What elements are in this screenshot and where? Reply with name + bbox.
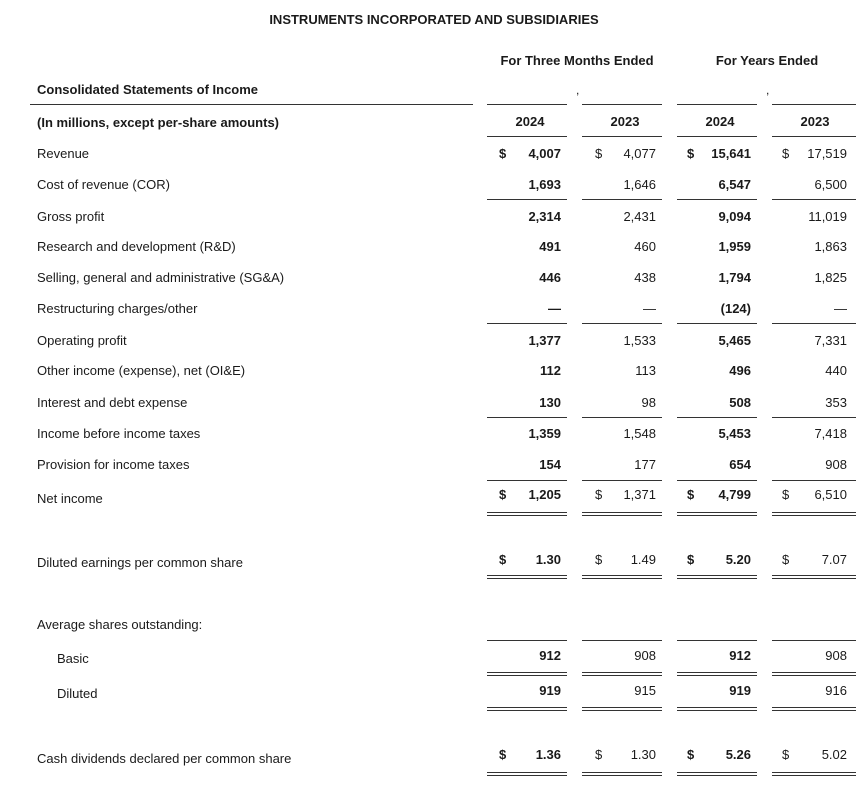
cell-gross-profit-2: 9,094: [718, 209, 751, 224]
cell-interest-3: 353: [825, 395, 847, 410]
subtotal-rule: [677, 199, 757, 200]
cell-basic-3: 908: [825, 648, 847, 663]
row-label-operating-profit: Operating profit: [37, 333, 127, 348]
cell-gross-profit-3: 11,019: [808, 209, 847, 224]
cell-oie-0: 112: [540, 363, 561, 378]
row-label-rd: Research and development (R&D): [37, 239, 236, 254]
year-rule: [677, 136, 757, 137]
total-double-rule: [677, 512, 757, 516]
cell-restructuring-0: —: [548, 301, 561, 316]
currency-symbol: $: [782, 552, 790, 567]
year-header: 2023: [800, 114, 830, 129]
cell-rd-1: 460: [634, 239, 656, 254]
cell-interest-2: 508: [729, 395, 751, 410]
total-double-rule: [582, 707, 662, 711]
subtotal-rule: [772, 480, 856, 481]
currency-symbol: $: [595, 552, 603, 567]
year-rule: [487, 136, 567, 137]
header-rule: [772, 104, 856, 105]
total-double-rule: [487, 707, 567, 711]
cell-revenue-3: 17,519: [807, 146, 847, 161]
cell-oie-3: 440: [825, 363, 847, 378]
total-double-rule: [677, 707, 757, 711]
currency-symbol: $: [595, 487, 603, 502]
subtotal-rule: [582, 417, 662, 418]
total-double-rule: [772, 772, 856, 776]
currency-symbol: $: [499, 487, 507, 502]
cell-oie-1: 113: [635, 363, 656, 378]
total-double-rule: [582, 772, 662, 776]
currency-symbol: $: [782, 747, 790, 762]
cell-diluted-1: 915: [634, 683, 656, 698]
cell-operating-profit-0: 1,377: [528, 333, 561, 348]
row-label-cor: Cost of revenue (COR): [37, 177, 170, 192]
cell-income-before-tax-3: 7,418: [814, 426, 847, 441]
cell-diluted-eps-3: 7.07: [821, 552, 847, 567]
cell-diluted-eps-0: 1.30: [535, 552, 561, 567]
year-rule: [772, 136, 856, 137]
total-double-rule: [677, 672, 757, 676]
total-double-rule: [487, 575, 567, 579]
total-double-rule: [582, 672, 662, 676]
subtotal-rule: [487, 640, 567, 641]
cell-oie-2: 496: [729, 363, 751, 378]
row-label-interest: Interest and debt expense: [37, 395, 188, 410]
units-label: (In millions, except per-share amounts): [37, 115, 279, 130]
three-months-header: For Three Months Ended: [500, 53, 654, 68]
row-label-diluted: Diluted: [57, 686, 98, 701]
row-label-basic: Basic: [57, 651, 89, 666]
total-double-rule: [582, 575, 662, 579]
cell-tax-2: 654: [729, 457, 751, 472]
cell-cor-0: 1,693: [528, 177, 561, 192]
subtotal-rule: [582, 480, 662, 481]
row-label-gross-profit: Gross profit: [37, 209, 105, 224]
row-label-net-income: Net income: [37, 491, 103, 506]
subtotal-rule: [772, 199, 856, 200]
cell-revenue-0: 4,007: [528, 146, 561, 161]
cell-tax-0: 154: [539, 457, 561, 472]
row-label-sga: Selling, general and administrative (SG&A): [37, 270, 285, 285]
cell-sga-0: 446: [539, 270, 561, 285]
subtotal-rule: [677, 417, 757, 418]
total-double-rule: [677, 575, 757, 579]
subtotal-rule: [487, 480, 567, 481]
cell-gross-profit-0: 2,314: [528, 209, 561, 224]
total-double-rule: [772, 512, 856, 516]
subtotal-rule: [582, 323, 662, 324]
statement-title: Consolidated Statements of Income: [37, 82, 259, 97]
cell-tax-1: 177: [634, 457, 656, 472]
cell-restructuring-3: —: [834, 301, 847, 316]
cell-sga-2: 1,794: [718, 270, 751, 285]
year-header: 2024: [515, 114, 545, 129]
row-label-income-before-tax: Income before income taxes: [37, 426, 201, 441]
currency-symbol: $: [499, 552, 507, 567]
cell-dividends-2: 5.26: [725, 747, 751, 762]
cell-net-income-1: 1,371: [623, 487, 656, 502]
subtotal-rule: [487, 323, 567, 324]
cell-income-before-tax-2: 5,453: [718, 426, 751, 441]
subtotal-rule: [582, 640, 662, 641]
cell-interest-1: 98: [641, 395, 656, 410]
subtotal-rule: [487, 417, 567, 418]
cell-gross-profit-1: 2,431: [623, 209, 656, 224]
cell-operating-profit-2: 5,465: [718, 333, 751, 348]
header-rule: [582, 104, 662, 105]
header-rule: [677, 104, 757, 105]
cell-rd-2: 1,959: [718, 239, 751, 254]
currency-symbol: $: [687, 487, 695, 502]
cell-restructuring-2: (124): [720, 301, 751, 316]
cell-diluted-eps-1: 1.49: [630, 552, 656, 567]
cell-sga-3: 1,825: [814, 270, 847, 285]
cell-net-income-3: 6,510: [814, 487, 847, 502]
row-label-diluted-eps: Diluted earnings per common share: [37, 555, 243, 570]
cell-diluted-3: 916: [825, 683, 847, 698]
cell-restructuring-1: —: [643, 301, 656, 316]
total-double-rule: [772, 575, 856, 579]
cell-cor-3: 6,500: [814, 177, 847, 192]
cell-dividends-3: 5.02: [821, 747, 847, 762]
row-label-oie: Other income (expense), net (OI&E): [37, 363, 246, 378]
year-header: 2023: [610, 114, 640, 129]
total-double-rule: [487, 672, 567, 676]
total-double-rule: [582, 512, 662, 516]
cell-revenue-1: 4,077: [623, 146, 656, 161]
cell-dividends-0: 1.36: [535, 747, 561, 762]
cell-interest-0: 130: [539, 395, 561, 410]
year-rule: [582, 136, 662, 137]
subtotal-rule: [582, 199, 662, 200]
total-double-rule: [772, 672, 856, 676]
cell-rd-3: 1,863: [814, 239, 847, 254]
currency-symbol: $: [499, 747, 507, 762]
cell-dividends-1: 1.30: [630, 747, 656, 762]
row-label-revenue: Revenue: [37, 146, 90, 161]
cell-rd-0: 491: [539, 239, 561, 254]
cell-income-before-tax-1: 1,548: [623, 426, 656, 441]
cell-tax-3: 908: [825, 457, 847, 472]
cell-operating-profit-3: 7,331: [814, 333, 847, 348]
total-double-rule: [677, 772, 757, 776]
currency-symbol: $: [782, 146, 790, 161]
cell-income-before-tax-0: 1,359: [528, 426, 561, 441]
cell-cor-2: 6,547: [718, 177, 751, 192]
subtotal-rule: [772, 640, 856, 641]
cell-revenue-2: 15,641: [711, 146, 751, 161]
row-label-dividends: Cash dividends declared per common share: [37, 751, 292, 766]
row-label-tax: Provision for income taxes: [37, 457, 190, 472]
header-rule: [30, 104, 473, 105]
currency-symbol: $: [687, 146, 695, 161]
row-label-avg-shares: Average shares outstanding:: [37, 617, 203, 632]
cell-diluted-eps-2: 5.20: [725, 552, 751, 567]
subtotal-rule: [677, 323, 757, 324]
header-comma-left: ,: [576, 83, 580, 97]
row-label-restructuring: Restructuring charges/other: [37, 301, 198, 316]
cell-net-income-2: 4,799: [718, 487, 751, 502]
subtotal-rule: [487, 199, 567, 200]
cell-basic-1: 908: [634, 648, 656, 663]
total-double-rule: [772, 707, 856, 711]
cell-basic-2: 912: [729, 648, 751, 663]
cell-operating-profit-1: 1,533: [623, 333, 656, 348]
years-header: For Years Ended: [715, 53, 819, 68]
currency-symbol: $: [782, 487, 790, 502]
currency-symbol: $: [595, 146, 603, 161]
subtotal-rule: [772, 417, 856, 418]
subtotal-rule: [677, 480, 757, 481]
cell-cor-1: 1,646: [623, 177, 656, 192]
header-comma-right: ,: [766, 83, 770, 97]
total-double-rule: [487, 772, 567, 776]
subtotal-rule: [772, 323, 856, 324]
cell-sga-1: 438: [634, 270, 656, 285]
currency-symbol: $: [595, 747, 603, 762]
header-rule: [487, 104, 567, 105]
currency-symbol: $: [499, 146, 507, 161]
subtotal-rule: [677, 640, 757, 641]
cell-diluted-2: 919: [729, 683, 751, 698]
cell-diluted-0: 919: [539, 683, 561, 698]
total-double-rule: [487, 512, 567, 516]
cell-basic-0: 912: [539, 648, 561, 663]
company-title: INSTRUMENTS INCORPORATED AND SUBSIDIARIES: [269, 12, 599, 27]
currency-symbol: $: [687, 552, 695, 567]
cell-net-income-0: 1,205: [528, 487, 561, 502]
year-header: 2024: [705, 114, 735, 129]
currency-symbol: $: [687, 747, 695, 762]
